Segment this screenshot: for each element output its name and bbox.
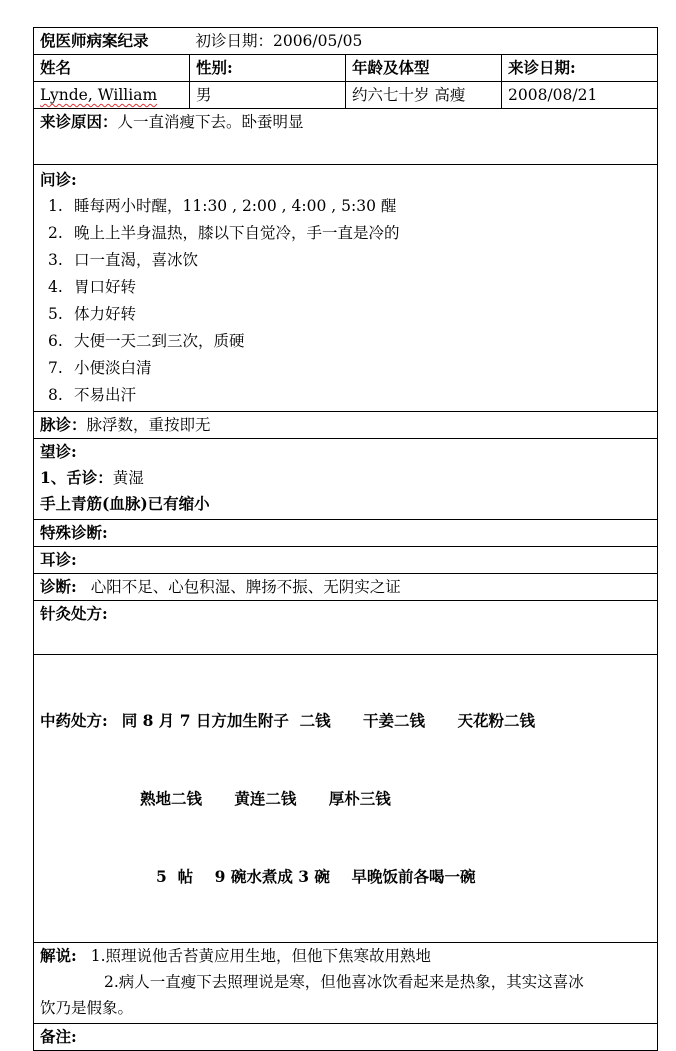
pulse-row (34, 412, 658, 439)
header-age-build: 年龄及体型 (346, 55, 502, 82)
list-item: 7. 小便淡白清 (48, 359, 152, 377)
pulse-text: 脉浮数，重按即无 (86, 416, 211, 434)
first-visit-date: 2006/05/05 (272, 32, 363, 50)
list-item: 5. 体力好转 (48, 305, 137, 323)
inquiry-row (34, 165, 658, 412)
reason-text: 人一直消瘦下去。卧蚕明显 (117, 113, 304, 131)
explanation-label: 解说: (40, 946, 77, 965)
herbal-line-2: 熟地二钱 黄连二钱 厚朴三钱 (140, 789, 391, 808)
list-item: 1. 睡每两小时醒，11:30 , 2:00 , 4:00 , 5:30 醒 (48, 197, 397, 215)
diagnosis-text: 心阳不足、心包积湿、脾扬不振、无阴实之证 (90, 578, 401, 596)
diagnosis-label: 诊断: (40, 577, 77, 596)
header-name: 姓名 (34, 55, 190, 82)
header-row (34, 55, 658, 82)
list-item: 3. 口一直渴，喜冰饮 (48, 251, 199, 269)
pulse-label: 脉诊： (40, 415, 87, 434)
observe-label: 望诊: (40, 442, 77, 461)
special-row (34, 520, 658, 547)
ear-row (34, 547, 658, 574)
patient-gender: 男 (190, 82, 346, 109)
inquiry-label: 问诊: (40, 170, 77, 189)
first-visit-label: 初诊日期： (195, 32, 273, 50)
explanation-line-1: 1.照理说他舌苔黄应用生地，但他下焦寒故用熟地 (90, 947, 432, 965)
acupuncture-label: 针灸处方: (34, 601, 658, 655)
title-row (34, 28, 658, 55)
explanation-row (34, 943, 658, 1024)
observe-row (34, 439, 658, 520)
patient-name: Lynde, William (40, 86, 158, 104)
reason-row (34, 109, 658, 165)
header-visit-date: 来诊日期: (502, 55, 658, 82)
inquiry-list (40, 193, 651, 409)
herbal-label: 中药处方: (40, 711, 108, 730)
header-gender: 性别: (190, 55, 346, 82)
patient-age-build: 约六七十岁 高瘦 (346, 82, 502, 109)
herbal-line-3: 5 帖 9 碗水煮成 3 碗 早晚饭前各喝一碗 (156, 867, 476, 886)
explanation-line-3: 饮乃是假象。 (40, 999, 134, 1017)
tongue-text: 黄湿 (112, 469, 144, 487)
observe-extra: 手上青筋(血脉)已有缩小 (40, 494, 210, 513)
tongue-label: 1、舌诊： (40, 468, 113, 487)
medical-record-sheet (33, 27, 657, 1051)
record-table (33, 27, 658, 1051)
patient-visit-date: 2008/08/21 (502, 82, 658, 109)
record-title: 倪医师病案纪录 (40, 31, 149, 50)
patient-row (34, 82, 658, 109)
list-item: 2. 晚上上半身温热，膝以下自觉冷，手一直是冷的 (48, 224, 400, 242)
ear-label: 耳诊: (34, 547, 658, 574)
list-item: 6. 大便一天二到三次，质硬 (48, 332, 245, 350)
list-item: 4. 胃口好转 (48, 278, 137, 296)
acupuncture-row (34, 601, 658, 655)
explanation-line-2: 2.病人一直瘦下去照理说是寒，但他喜冰饮看起来是热象，其实这喜冰 (104, 973, 584, 991)
herbal-row (34, 655, 658, 943)
reason-label: 来诊原因： (40, 112, 118, 131)
special-label: 特殊诊断: (34, 520, 658, 547)
notes-row (34, 1024, 658, 1051)
notes-label: 备注: (34, 1024, 658, 1051)
diagnosis-row (34, 574, 658, 601)
herbal-line-1: 同 8 月 7 日方加生附子 二钱 干姜二钱 天花粉二钱 (121, 711, 535, 730)
list-item: 8. 不易出汗 (48, 386, 137, 404)
